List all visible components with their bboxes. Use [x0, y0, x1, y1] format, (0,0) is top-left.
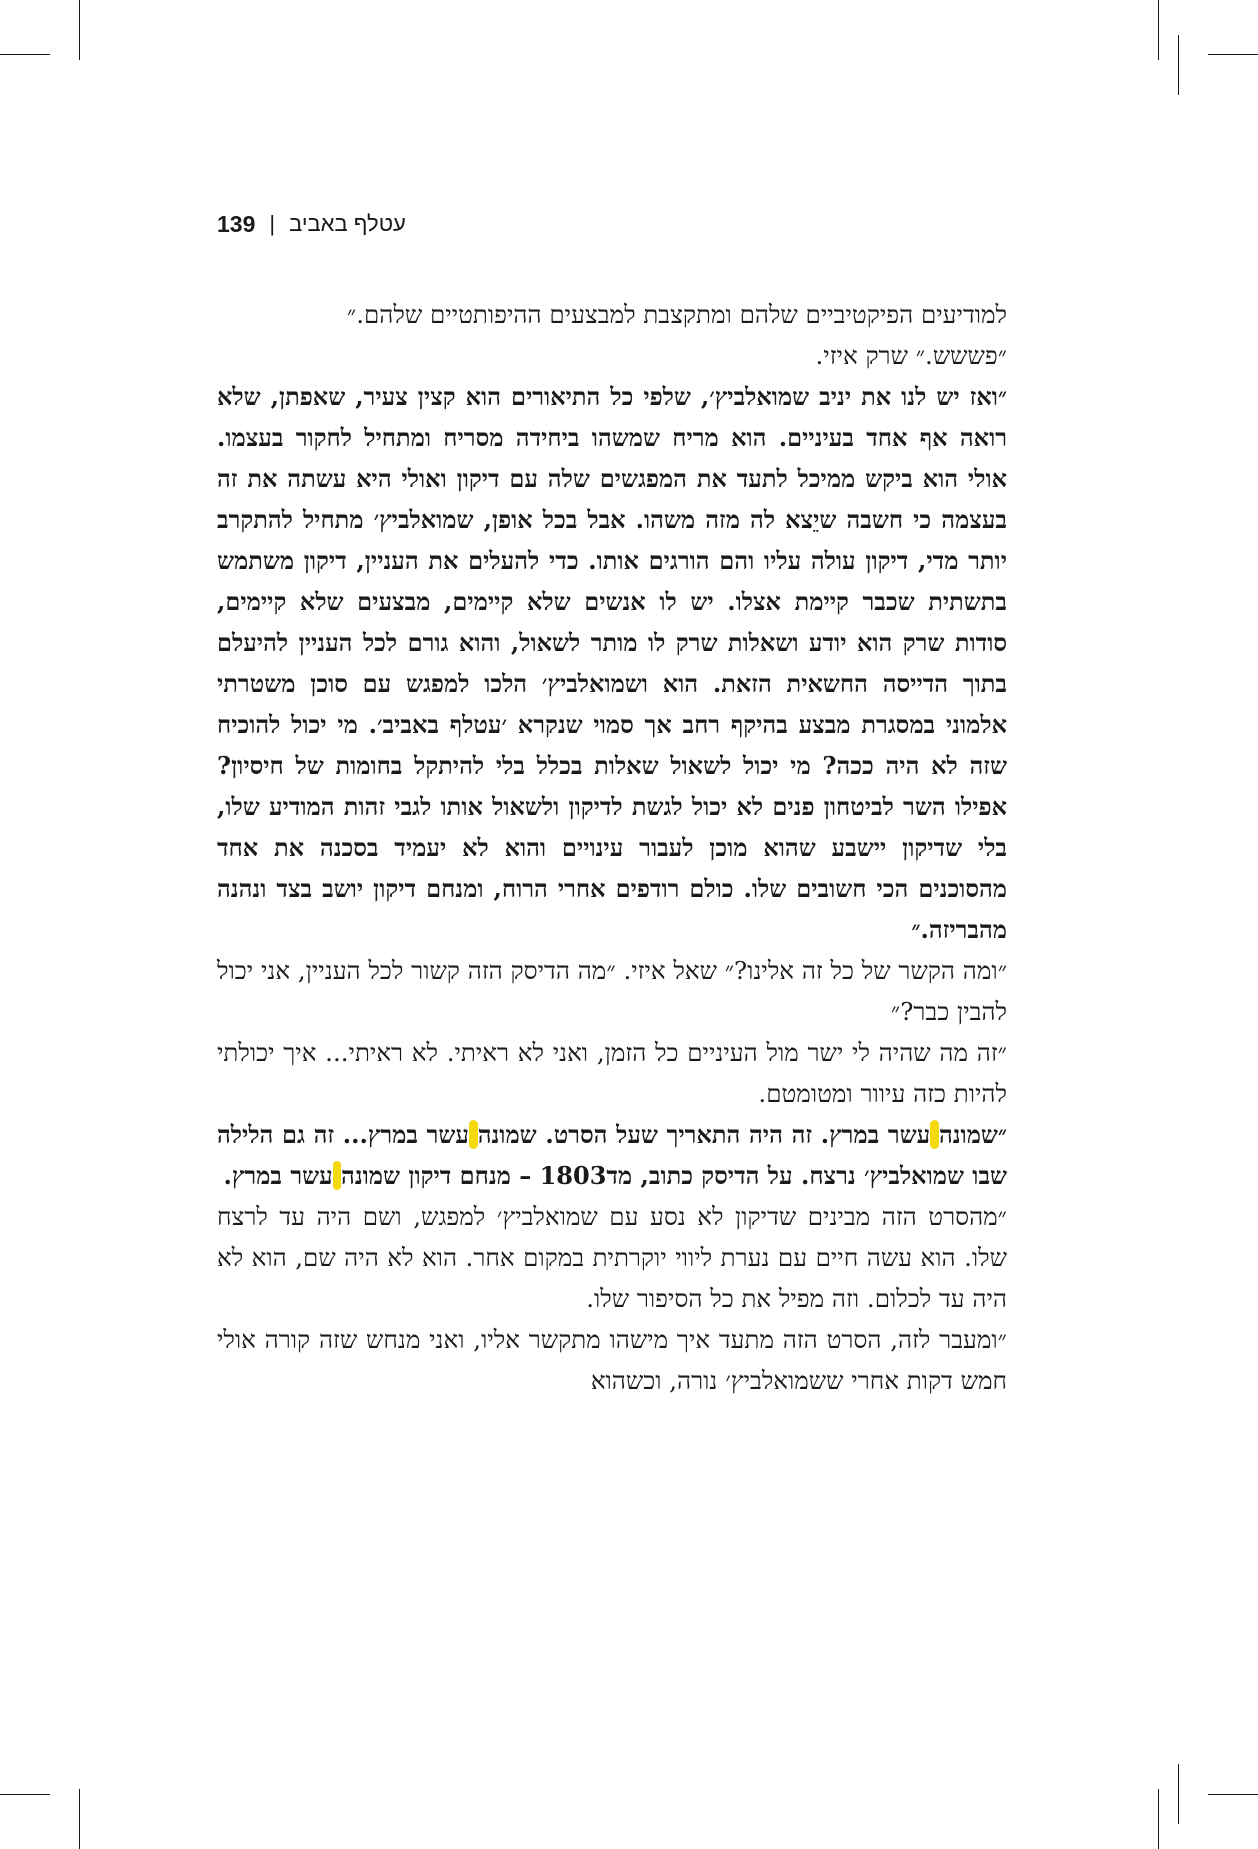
highlight-mark	[930, 1120, 939, 1149]
page-number: 139	[217, 210, 256, 237]
paragraph-4: ״ומה הקשר של כל זה אלינו?״ שאל איזי. ״מה הדיסק הזה קשור לכל העניין, אני יכול להבין כבר?״	[217, 956, 1007, 1026]
crop-mark-top-right-vertical	[1158, 0, 1159, 60]
highlight-mark	[469, 1120, 478, 1149]
crop-mark-bottom-right-vertical-2	[1178, 1764, 1179, 1824]
running-header	[217, 208, 406, 240]
paragraph-2: ״פששש.״ שרק איזי.	[815, 341, 1007, 370]
crop-mark-bottom-left-horizontal	[0, 1794, 50, 1795]
crop-mark-top-right-vertical-2	[1178, 35, 1179, 95]
paragraph-5: ״זה מה שהיה לי ישר מול העיניים כל הזמן, ואני לא ראיתי. לא ראיתי... איך יכולתי להיות כזה עיוור ומטומטם.	[217, 1038, 1007, 1108]
paragraph-1: למודיעים הפיקטיביים שלהם ומתקצבת למבצעים ההיפותטיים שלהם.״	[346, 300, 1007, 329]
crop-mark-bottom-right-horizontal	[1208, 1794, 1258, 1795]
page-body	[217, 294, 1007, 1401]
crop-mark-top-right-horizontal	[1208, 54, 1258, 55]
crop-mark-top-left-horizontal	[0, 54, 50, 55]
paragraph-7: ״מהסרט הזה מבינים שדיקון לא נסע עם שמואלביץ׳ למפגש, ושם היה עד לרצח שלו. הוא עשה חיים עם נערת ליווי יוקרתית במקום אחר. הוא לא היה שם, הוא לא היה עד לכלום. וזה מפיל את כל הסיפור שלו.	[217, 1202, 1007, 1313]
crop-mark-bottom-right-vertical	[1158, 1789, 1159, 1849]
paragraph-6: ״שמונה עשר במרץ. זה היה התאריך שעל הסרט. שמונה עשר במרץ... זה גם הלילה שבו שמואלביץ׳ נרצח. על הדיסק כתוב, מד1803 – מנחם דיקון שמונה עשר במרץ.	[217, 1120, 1008, 1190]
book-title: עטלף באביב	[289, 211, 406, 236]
crop-mark-top-left-vertical	[79, 0, 80, 60]
crop-mark-bottom-left-vertical	[79, 1789, 80, 1849]
header-separator: |	[269, 211, 276, 236]
highlight-mark	[333, 1161, 341, 1190]
paragraph-3: ״ואז יש לנו את יניב שמואלביץ׳, שלפי כל התיאורים הוא קצין צעיר, שאפתן, שלא רואה אף אחד בעיניים. הוא מריח שמשהו ביחידה מסריח ומתחיל לחקור בעצמו. אולי הוא ביקש ממיכל לתעד את המפגשים שלה עם דיקון ואולי היא עשתה את זה בעצמה כי חשבה שיֵצא לה מזה משהו. אבל בכל אופן, שמואלביץ׳ מתחיל להתקרב יותר מדי, דיקון עולה עליו והם הורגים אותו. כדי להעלים את העניין, דיקון משתמש בתשתית שכבר קיימת אצלו. יש לו אנשים שלא קיימים, מבצעים שלא קיימים, סודות שרק הוא יודע ושאלות שרק לו מותר לשאול, והוא גורם לכל העניין להיעלם בתוך הדייסה החשאית הזאת. הוא ושמואלביץ׳ הלכו למפגש עם סוכן משטרתי אלמוני במסגרת מבצע בהיקף רחב אך סמוי שנקרא ׳עטלף באביב׳. מי יכול להוכיח שזה לא היה ככה? מי יכול לשאול שאלות בכלל בלי להיתקל בחומות של חיסיון? אפילו השר לביטחון פנים לא יכול לגשת לדיקון ולשאול אותו לגבי זהות המודיע שלו, בלי שדיקון יישבע שהוא מוכן לעבור עינויים והוא לא יעמיד בסכנה את אחד מהסוכנים הכי חשובים שלו. כולם רודפים אחרי הרוח, ומנחם דיקון יושב בצד ונהנה מהבריזה.״	[217, 382, 1008, 944]
paragraph-8: ״ומעבר לזה, הסרט הזה מתעד איך מישהו מתקשר אליו, ואני מנחש שזה קורה אולי חמש דקות אחרי ששמואלביץ׳ נורה, וכשהוא	[217, 1325, 1007, 1395]
